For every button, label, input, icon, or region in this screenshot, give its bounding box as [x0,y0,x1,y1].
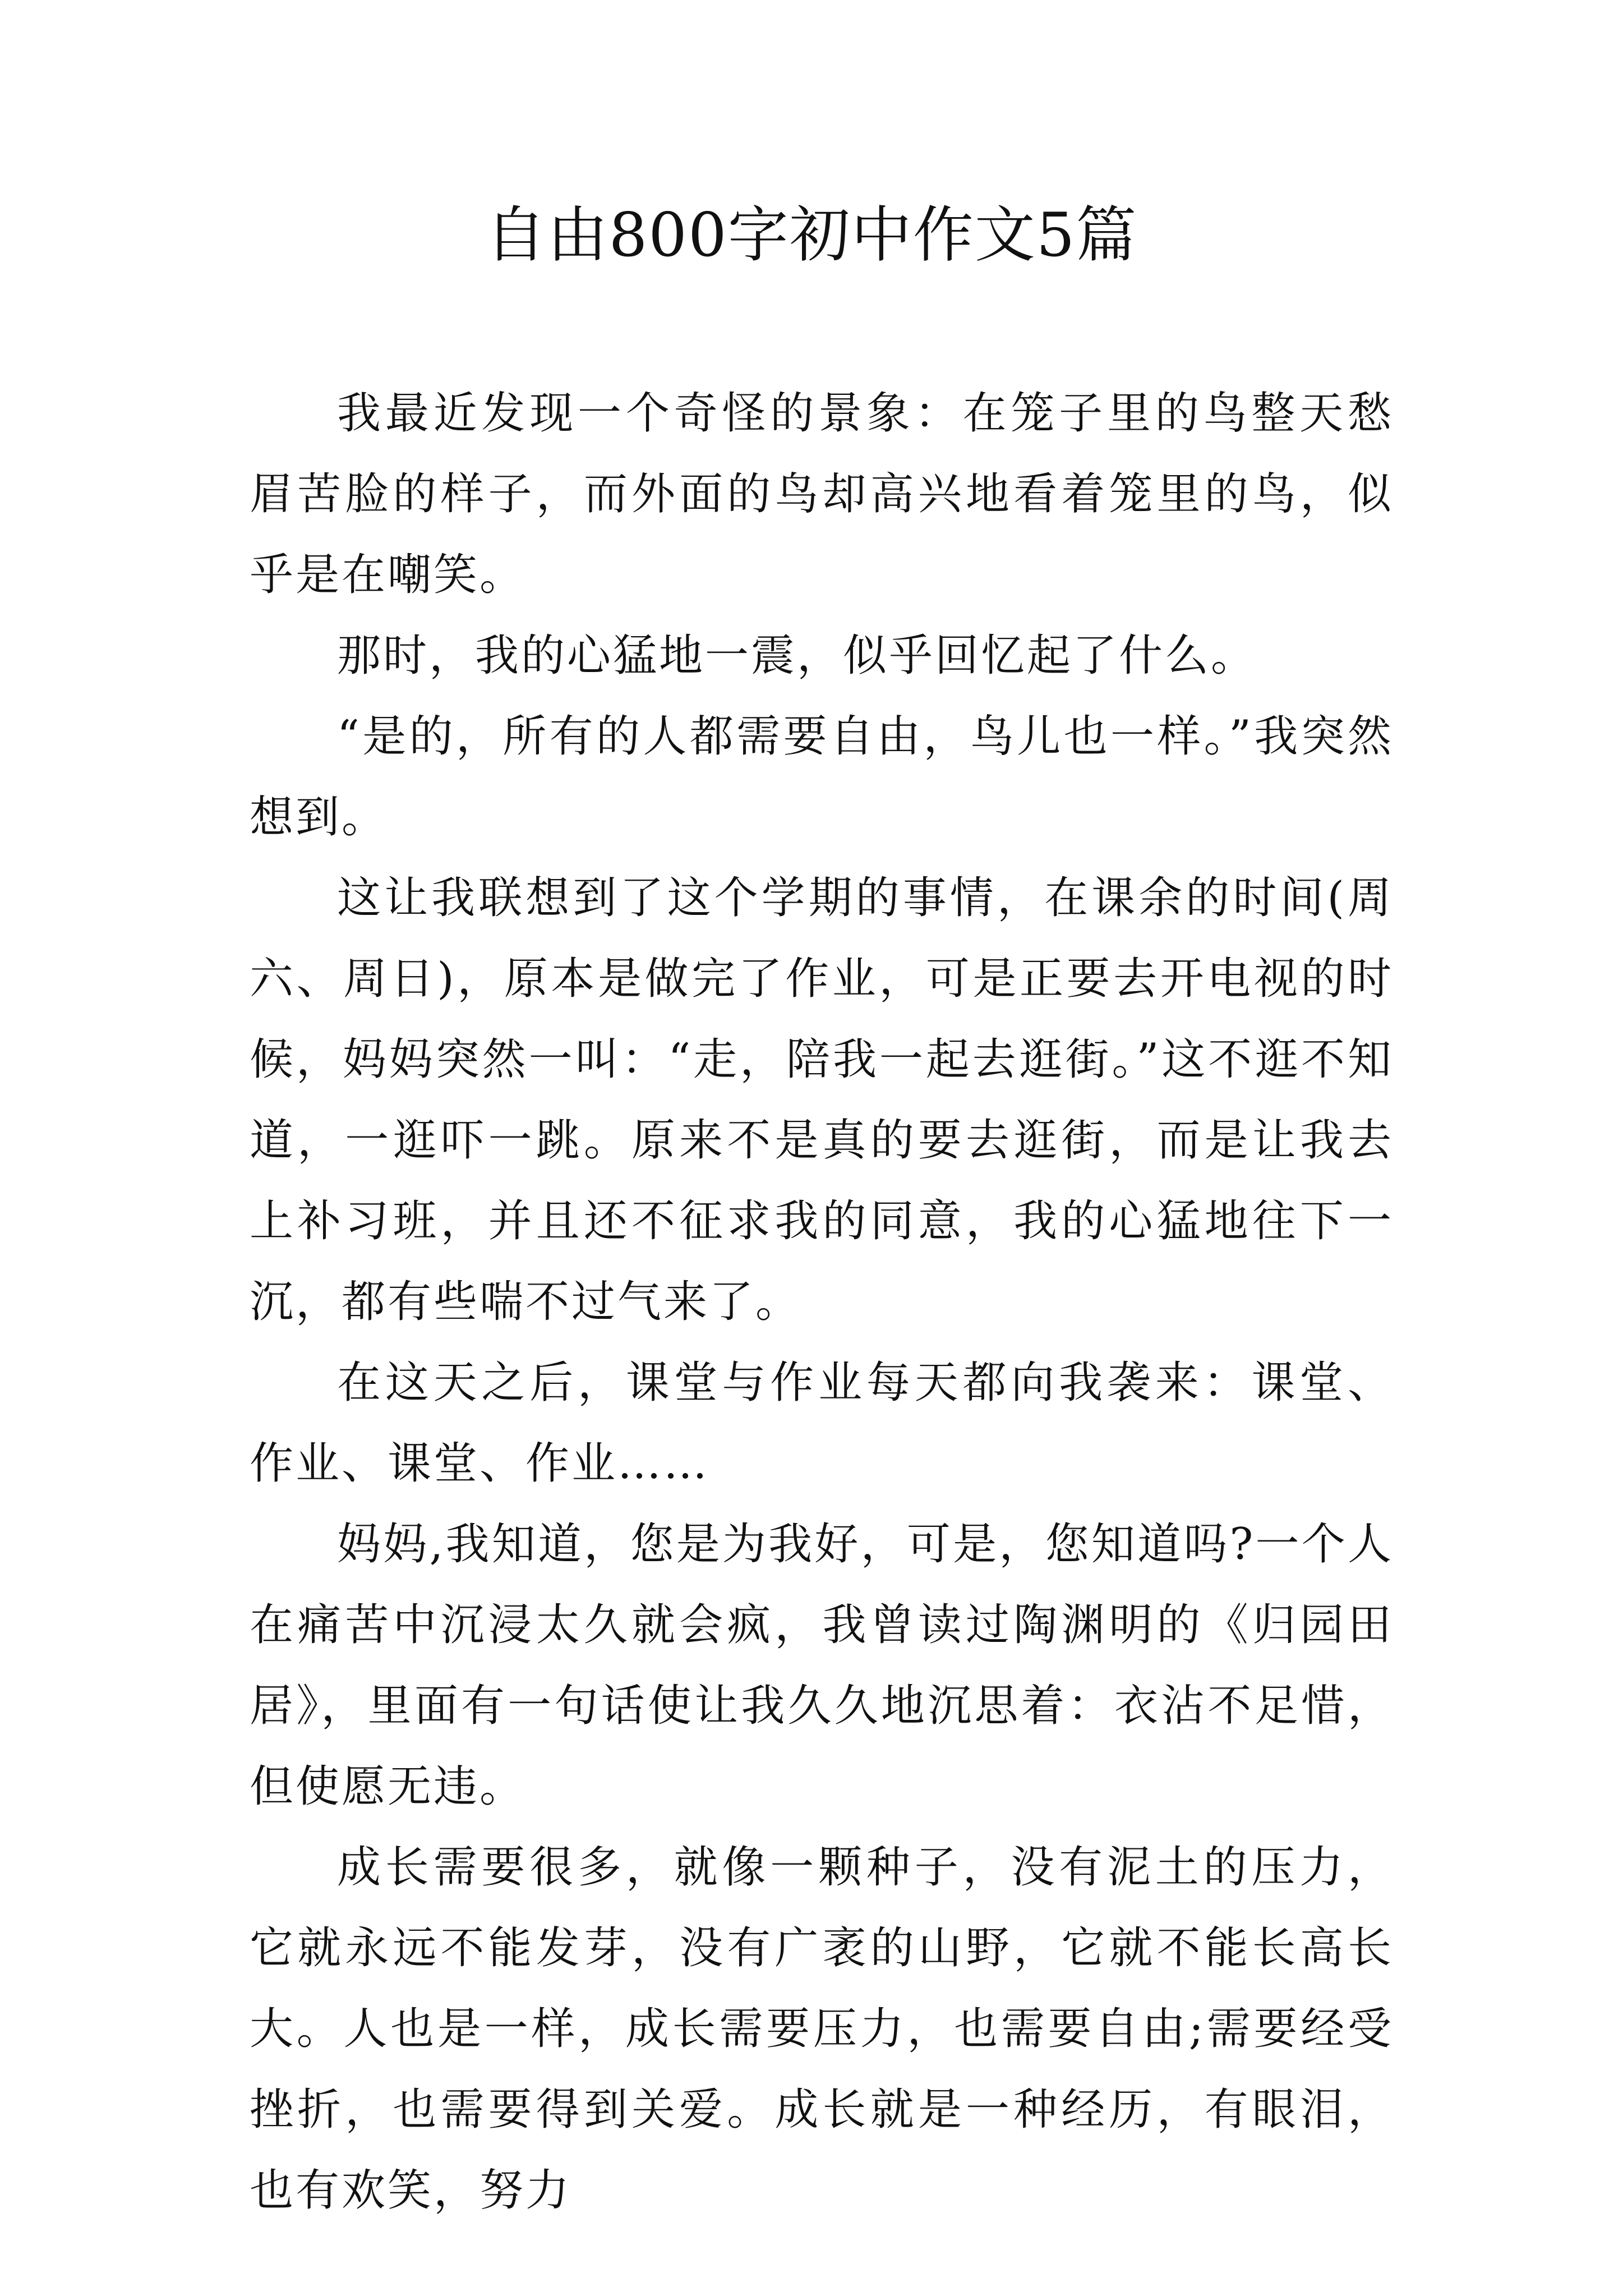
paragraph-4: 这让我联想到了这个学期的事情，在课余的时间(周六、周日)，原本是做完了作业，可是正要去开电视的时候，妈妈突然一叫：“走，陪我一起去逛街。”这不逛不知道，一逛吓一跳。原来不是真的要去逛街，而是让我去上补习班，并且还不征求我的同意，我的心猛地往下一沉，都有些喘不过气来了。 [250,873,1394,1327]
document-body [250,373,1394,2231]
document-title: 自由800字初中作文5篇 [485,200,1138,270]
paragraph-2: 那时，我的心猛地一震，似乎回忆起了什么。 [337,631,1257,681]
paragraph-5: 在这天之后，课堂与作业每天都向我袭来：课堂、作业、课堂、作业…… [250,1358,1394,1489]
paragraph-3: “是的，所有的人都需要自由，鸟儿也一样。”我突然想到。 [250,711,1394,843]
paragraph-6: 妈妈,我知道，您是为我好，可是，您知道吗?一个人在痛苦中沉浸太久就会疯，我曾读过陶渊明的《归园田居》，里面有一句话使让我久久地沉思着：衣沾不足惜，但使愿无违。 [250,1519,1394,1812]
paragraph-1: 我最近发现一个奇怪的景象：在笼子里的鸟整天愁眉苦脸的样子，而外面的鸟却高兴地看着笼里的鸟，似乎是在嘲笑。 [250,388,1394,600]
paragraph-7: 成长需要很多，就像一颗种子，没有泥土的压力，它就永远不能发芽，没有广袤的山野，它就不能长高长大。人也是一样，成长需要压力，也需要自由;需要经受挫折，也需要得到关爱。成长就是一种经历，有眼泪，也有欢笑，努力 [250,1842,1394,2216]
